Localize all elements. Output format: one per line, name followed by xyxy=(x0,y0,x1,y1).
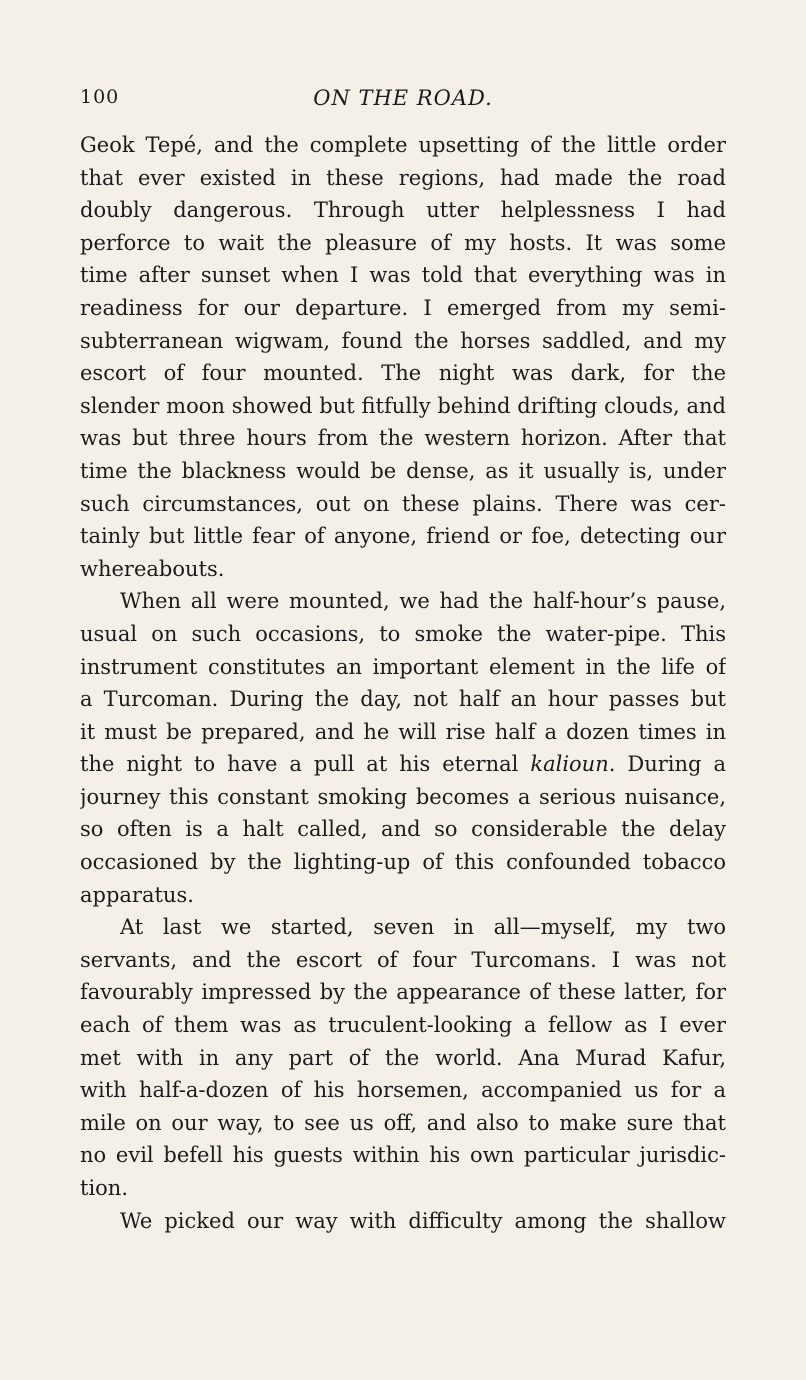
text-line: doubly dangerous. Through utter helplessness I had xyxy=(80,198,726,223)
text-line: servants, and the escort of four Turcomans. I was not xyxy=(80,947,726,972)
text-line: Geok Tepé, and the complete upsetting of the little order xyxy=(80,133,726,157)
text-line: it must be prepared, and he will rise half a dozen times in xyxy=(80,719,726,744)
page-number: 100 xyxy=(80,86,120,108)
text-line: usual on such occasions, to smoke the water-pipe. This xyxy=(80,621,726,646)
text-line: slender moon showed but fitfully behind drifting clouds, and xyxy=(80,393,726,418)
text-line: subterranean wigwam, found the horses saddled, and my xyxy=(80,328,726,353)
text-segment: . During a xyxy=(608,752,726,777)
running-title: ON THE ROAD. xyxy=(313,86,493,110)
italic-word: kalioun xyxy=(530,752,609,777)
text-line: escort of four mounted. The night was dark, for the xyxy=(80,361,726,386)
body-text xyxy=(80,129,726,1237)
text-line: time after sunset when I was told that everything was in xyxy=(80,263,726,288)
text-line: readiness for our departure. I emerged from my semi- xyxy=(80,295,726,320)
text-line: perforce to wait the pleasure of my hosts. It was some xyxy=(80,230,726,255)
text-line: that ever existed in these regions, had made the road xyxy=(80,165,726,190)
text-line: tion. xyxy=(80,1176,128,1200)
text-line: met with in any part of the world. Ana Murad Kafur, xyxy=(80,1045,726,1070)
text-line: each of them was as truculent-looking a fellow as I ever xyxy=(80,1013,726,1038)
text-line: occasioned by the lighting-up of this confounded tobacco xyxy=(80,850,726,875)
text-line: favourably impressed by the appearance of these latter, for xyxy=(80,980,726,1005)
text-line: mile on our way, to see us off, and also to make sure that xyxy=(80,1110,726,1135)
text-line: with half-a-dozen of his horsemen, accompanied us for a xyxy=(80,1078,726,1103)
text-line: tainly but little fear of anyone, friend or foe, detecting our xyxy=(80,524,726,549)
text-line: no evil befell his guests within his own particular jurisdic- xyxy=(80,1143,726,1168)
page-header xyxy=(80,86,726,118)
text-line: whereabouts. xyxy=(80,556,225,581)
text-line: such circumstances, out on these plains. There was cer- xyxy=(80,491,726,516)
text-line: a Turcoman. During the day, not half an hour passes but xyxy=(80,687,726,712)
text-line: At last we started, seven in all—myself, my two xyxy=(120,915,726,940)
text-line: so often is a halt called, and so considerable the delay xyxy=(80,817,726,842)
text-line: When all were mounted, we had the half-hour’s pause, xyxy=(120,589,726,614)
text-line: instrument constitutes an important element in the life of xyxy=(80,654,726,679)
text-segment: the night to have a pull at his eternal xyxy=(80,752,519,777)
text-line: journey this constant smoking becomes a serious nuisance, xyxy=(80,784,726,809)
text-line xyxy=(80,748,726,781)
text-line: We picked our way with difficulty among the shallow xyxy=(120,1208,726,1233)
text-line: time the blackness would be dense, as it usually is, under xyxy=(80,458,726,483)
text-line: apparatus. xyxy=(80,882,194,907)
text-line: was but three hours from the western horizon. After that xyxy=(80,426,726,451)
